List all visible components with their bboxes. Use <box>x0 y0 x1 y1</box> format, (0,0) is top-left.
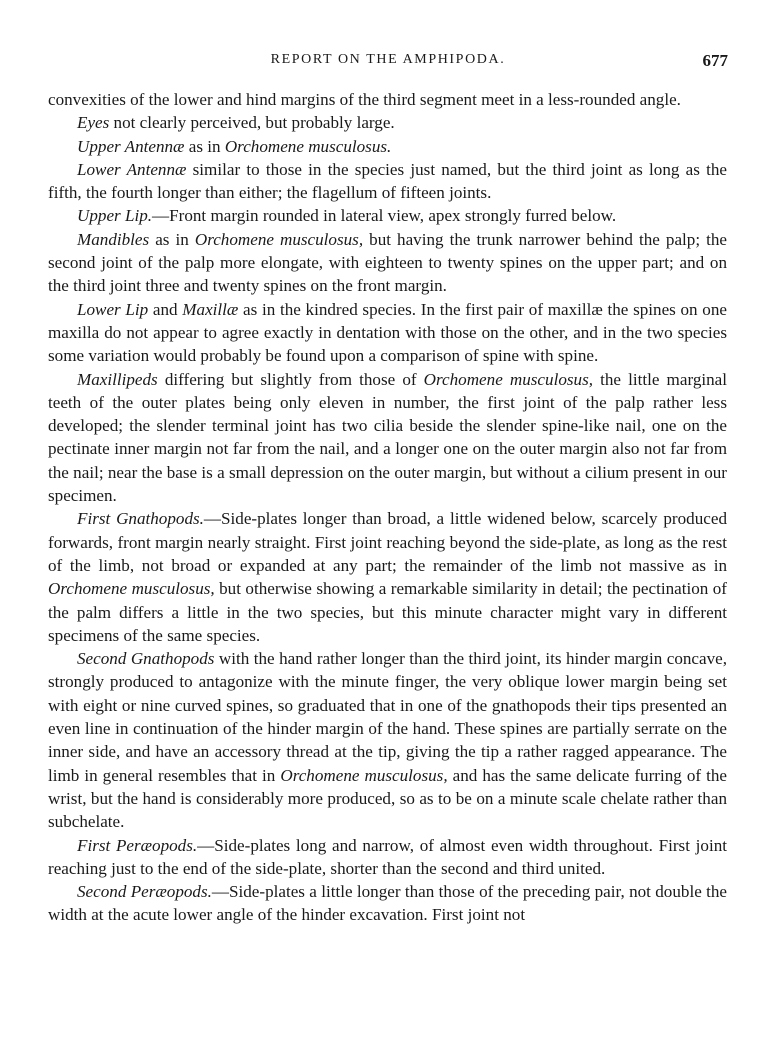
italic-term: Orchomene musculosus, <box>423 369 593 389</box>
running-title: REPORT ON THE AMPHIPODA. <box>270 52 506 67</box>
italic-term: Mandibles <box>77 229 150 249</box>
paragraph <box>48 228 727 298</box>
italic-term: Maxillipeds <box>77 369 158 389</box>
paragraph-text: but otherwise showing a remarkable similarity in detail; the pectination of the palm differs a little in the two species, but this minute character might vary in different specimens of the same species. <box>48 579 727 645</box>
paragraph <box>48 880 727 927</box>
paragraph-text: —Front margin rounded in lateral view, apex strongly furred below. <box>152 206 617 226</box>
paragraph-text: convexities of the lower and hind margins of the third segment meet in a less-rounded angle. <box>48 90 681 109</box>
italic-term: Upper Antennæ <box>77 136 185 156</box>
paragraph-text: —Side-plates a little longer than those of the preceding pair, not double the width at the acute lower angle of the hinder excavation. First joint not <box>48 882 727 925</box>
paragraph <box>48 158 727 205</box>
paragraph-text: the little marginal teeth of the outer plates being only eleven in number, the first joint of the palp rather less developed; the slender terminal joint has two cilia beside the slender spine-like nail, one on the pectinate inner margin not far from the nail, and a longer one on the outer margin also not far from the nail; near the base is a small depression on the outer margin, but without a cilium present in our specimen. <box>48 369 728 506</box>
italic-term: Lower Antennæ <box>77 159 187 179</box>
paragraph-text: similar to those in the species just named, but the third joint as long as the fifth, the fourth longer than either; the flagellum of fifteen joints. <box>48 159 727 203</box>
paragraph <box>48 647 727 833</box>
paragraph <box>48 834 727 881</box>
italic-term: Orchomene musculosus, <box>48 579 215 599</box>
italic-term: Upper Lip. <box>77 206 153 226</box>
paragraph <box>48 88 727 111</box>
paragraph <box>48 111 727 134</box>
paragraph <box>48 135 727 158</box>
paragraph <box>48 507 727 647</box>
paragraph <box>48 298 727 368</box>
paragraph <box>48 204 727 227</box>
paragraph-text: as in <box>184 136 225 156</box>
italic-term: Eyes <box>77 113 110 133</box>
italic-term: Maxillæ <box>182 299 239 319</box>
italic-term: Lower Lip <box>77 299 149 319</box>
italic-term: First Gnathopods. <box>77 509 204 529</box>
paragraph-text: with the hand rather longer than the third joint, its hinder margin concave, strongly produced to antagonize with the minute finger, the very oblique lower margin being set with eight or nine curved spines, so graduated that in one of the gnathopods their tips presented an even line in continuation of the hinder margin of the hand. These spines are partially serrate on the inner side, and have an accessory thread at the tip, giving the tip a rather ragged appearance. The limb in general resembles that in <box>48 649 728 785</box>
page-number: 677 <box>702 51 728 70</box>
paragraph-text: —Side-plates longer than broad, a little widened below, scarcely produced forwards, front margin nearly straight. First joint reaching beyond the side-plate, as long as the rest of the limb, not broad or expanded at any part; the remainder of the limb not massive as in <box>48 509 727 575</box>
paragraph-text: differing but slightly from those of <box>157 369 424 389</box>
italic-term: Orchomene musculosus, <box>194 229 364 249</box>
italic-term: Second Gnathopods <box>77 649 215 669</box>
italic-term: First Peræopods. <box>77 835 198 855</box>
paragraph-text: but having the trunk narrower behind the palp; the second joint of the palp more elongate, with eighteen to twenty spines on the upper part; and on the third joint three and twenty spines on the front margin. <box>48 229 728 296</box>
paragraph-text: —Side-plates long and narrow, of almost even width throughout. First joint reaching just to the end of the side-plate, shorter than the second and third united. <box>48 835 727 878</box>
italic-term: Orchomene musculosus, <box>280 765 448 785</box>
paragraph-text: not clearly perceived, but probably large. <box>109 113 395 133</box>
italic-term: Orchomene musculosus. <box>224 136 392 156</box>
italic-term: Second Peræopods. <box>77 882 212 902</box>
paragraph-text: as in the kindred species. In the first pair of maxillæ the spines on one maxilla do not appear to agree exactly in dentation with those on the other, and in the two species some variation would probably be found upon a comparison of spine with spine. <box>48 299 727 366</box>
running-head <box>0 50 776 72</box>
paragraph-text: and <box>148 299 183 319</box>
body-text <box>48 88 727 927</box>
paragraph-text: and has the same delicate furring of the wrist, but the hand is considerably more produced, so as to be on a minute scale chelate rather than subchelate. <box>48 765 727 832</box>
paragraph <box>48 368 727 508</box>
paragraph-text: as in <box>149 229 195 249</box>
